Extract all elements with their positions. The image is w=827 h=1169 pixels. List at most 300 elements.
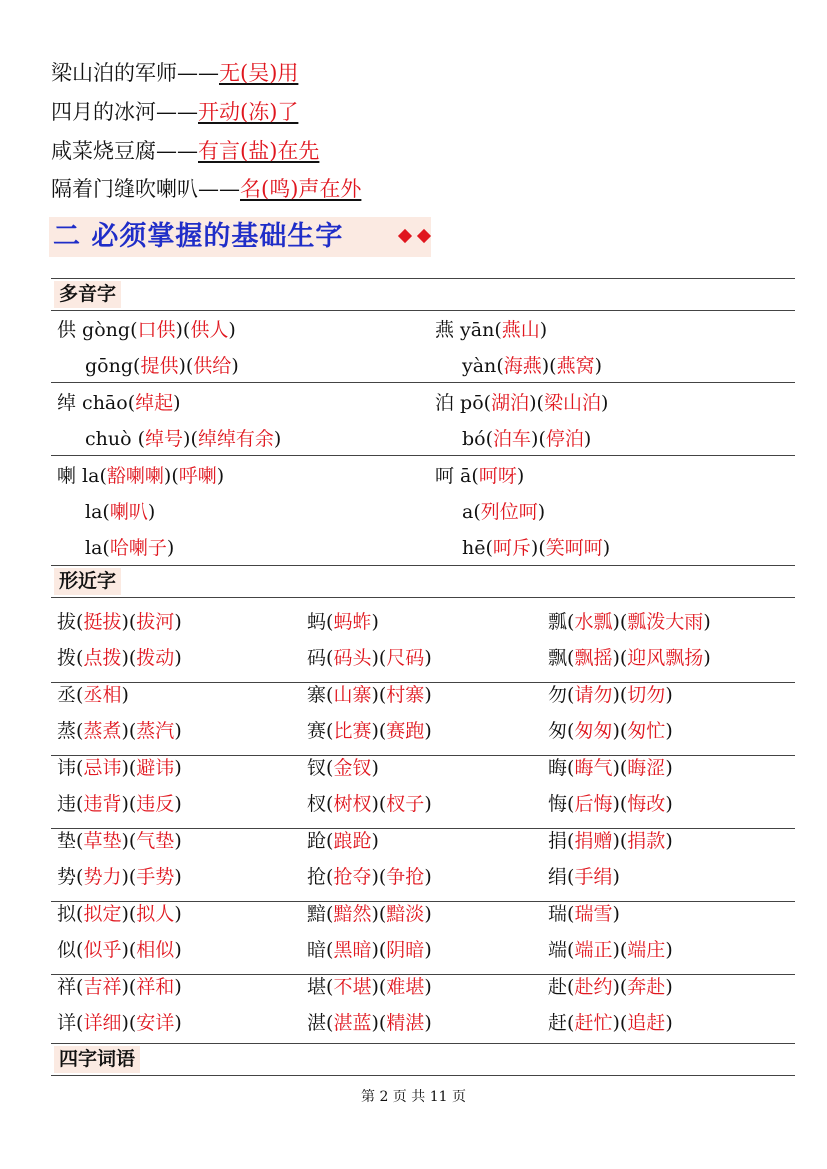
similar-char-entry (307, 902, 432, 926)
example-word: 喇叭 (109, 501, 148, 523)
example-word: 后悔 (574, 793, 613, 815)
example-word: 停泊 (545, 428, 584, 450)
similar-char: 违 (57, 793, 77, 815)
paren: ( (102, 501, 110, 523)
example-word: 蚂蚱 (333, 611, 372, 633)
similar-char: 湛 (307, 1012, 327, 1034)
similar-char-entry (57, 683, 129, 707)
paren: ) (583, 428, 592, 450)
paren: ( (128, 1012, 137, 1034)
paren: ) (612, 793, 620, 815)
example-word: 黯淡 (386, 903, 425, 925)
example-word: 端正 (574, 939, 613, 961)
paren: ( (619, 939, 628, 961)
example-word: 拔河 (136, 611, 175, 633)
similar-char-entry (307, 792, 432, 816)
paren: ( (76, 830, 84, 852)
paren: ( (182, 319, 191, 341)
example-word: 精湛 (386, 1012, 425, 1034)
similar-char: 赴 (548, 976, 568, 998)
paren: ) (174, 757, 182, 779)
paren: ( (76, 976, 84, 998)
paren: ( (128, 939, 137, 961)
paren: ) (121, 720, 129, 742)
similar-char-entry (57, 938, 182, 962)
paren: ( (567, 757, 575, 779)
example-word: 迎风飘扬 (627, 647, 704, 669)
pinyin: pō (454, 392, 484, 414)
riddle-answer: 有言(盐)在先 (198, 139, 320, 163)
paren: ) (665, 720, 673, 742)
similar-char: 蒸 (57, 720, 77, 742)
polyphone-char: 呵 (435, 465, 455, 487)
example-word: 供给 (193, 355, 232, 377)
similar-char: 堪 (307, 976, 327, 998)
example-word: 绰号 (145, 428, 184, 450)
paren: ) (371, 684, 379, 706)
paren: ( (496, 355, 504, 377)
example-word: 气垫 (136, 830, 175, 852)
similar-char: 祥 (57, 976, 77, 998)
paren: ) (178, 355, 186, 377)
example-word: 湛蓝 (333, 1012, 372, 1034)
riddle-question: 梁山泊的军师—— (51, 61, 219, 85)
paren: ) (175, 319, 183, 341)
pinyin: la (85, 537, 103, 559)
pinyin: la (76, 465, 100, 487)
pinyin: hē (462, 537, 486, 559)
similar-char-entry (548, 756, 673, 780)
paren: ) (665, 684, 673, 706)
similar-char-entry (57, 792, 182, 816)
paren: ( (326, 757, 334, 779)
polyphone-line (85, 536, 174, 560)
paren: ) (371, 976, 379, 998)
paren: ( (326, 684, 334, 706)
polyphone-char: 供 (57, 319, 77, 341)
example-word: 供人 (190, 319, 229, 341)
paren: ( (471, 465, 479, 487)
similar-char: 讳 (57, 757, 77, 779)
example-word: 飘摇 (574, 647, 613, 669)
example-word: 比赛 (333, 720, 372, 742)
example-word: 手绢 (574, 866, 613, 888)
paren: ) (174, 793, 182, 815)
paren: ( (494, 319, 502, 341)
section-label: 多音字 (54, 281, 121, 308)
example-word: 祥和 (136, 976, 175, 998)
similar-char-entry (57, 902, 182, 926)
paren: ( (128, 830, 137, 852)
polyphone-line (462, 427, 591, 451)
paren: ) (371, 939, 379, 961)
paren: ) (539, 319, 548, 341)
paren: ( (130, 319, 138, 341)
paren: ( (619, 684, 628, 706)
pinyin: chāo (76, 392, 128, 414)
paren: ( (76, 611, 84, 633)
paren: ) (121, 684, 129, 706)
paren: ) (371, 647, 379, 669)
paren: ( (76, 1012, 84, 1034)
paren: ( (137, 428, 146, 450)
paren: ) (612, 903, 620, 925)
paren: ) (121, 1012, 129, 1034)
similar-char-entry (548, 902, 620, 926)
polyphone-line (57, 391, 181, 415)
paren: ( (485, 537, 493, 559)
example-word: 哈喇子 (109, 537, 167, 559)
similar-char-entry (548, 865, 620, 889)
similar-char: 悔 (548, 793, 568, 815)
example-word: 笑呵呵 (545, 537, 603, 559)
paren: ) (371, 830, 379, 852)
paren: ( (76, 684, 84, 706)
similar-char-entry (307, 829, 379, 853)
example-word: 黑暗 (333, 939, 372, 961)
paren: ) (173, 392, 181, 414)
paren: ) (424, 866, 432, 888)
similar-char: 拨 (57, 647, 77, 669)
paren: ) (147, 501, 156, 523)
diamond-icon (398, 229, 412, 243)
paren: ) (602, 537, 611, 559)
paren: ) (424, 720, 432, 742)
riddle-question: 隔着门缝吹喇叭—— (51, 177, 240, 201)
polyphone-line (85, 354, 239, 378)
paren: ( (619, 647, 628, 669)
paren: ) (424, 684, 432, 706)
paren: ) (216, 465, 225, 487)
example-word: 拟人 (136, 903, 175, 925)
example-word: 燕山 (501, 319, 540, 341)
paren: ( (128, 647, 137, 669)
example-word: 详细 (83, 1012, 122, 1034)
similar-char: 瑞 (548, 903, 568, 925)
example-word: 请勿 (574, 684, 613, 706)
paren: ( (536, 392, 544, 414)
polyphone-char: 喇 (57, 465, 77, 487)
example-word: 赶忙 (574, 1012, 613, 1034)
polyphone-line (85, 427, 281, 451)
polyphone-line (85, 500, 155, 524)
paren: ( (619, 830, 628, 852)
riddle-answer: 无(吴)用 (219, 61, 299, 85)
paren: ( (128, 793, 137, 815)
example-word: 相似 (136, 939, 175, 961)
paren: ( (538, 428, 546, 450)
paren: ( (567, 939, 575, 961)
paren: ( (485, 428, 494, 450)
paren: ( (619, 757, 628, 779)
paren: ( (171, 465, 179, 487)
example-word: 拟定 (83, 903, 122, 925)
section-idioms (51, 1043, 795, 1076)
paren: ( (133, 355, 141, 377)
paren: ) (121, 611, 129, 633)
paren: ( (76, 903, 84, 925)
paren: ( (76, 793, 84, 815)
paren: ) (121, 830, 129, 852)
similar-char-entry (57, 756, 182, 780)
similar-char: 勿 (548, 684, 568, 706)
riddle-2 (51, 99, 298, 125)
paren: ) (516, 465, 525, 487)
polyphone-line (462, 536, 610, 560)
similar-char-entry (548, 938, 673, 962)
example-word: 码头 (333, 647, 372, 669)
paren: ( (326, 976, 334, 998)
paren: ) (665, 939, 673, 961)
pinyin: yān (454, 319, 495, 341)
similar-char-entry (57, 1011, 182, 1035)
paren: ) (121, 866, 129, 888)
paren: ( (76, 757, 84, 779)
paren: ) (612, 684, 620, 706)
paren: ( (549, 355, 557, 377)
paren: ( (326, 866, 334, 888)
pinyin: chuò (85, 428, 138, 450)
pinyin: yàn (462, 355, 497, 377)
paren: ) (174, 866, 182, 888)
example-word: 似乎 (83, 939, 122, 961)
paren: ) (529, 392, 537, 414)
pinyin: gòng (76, 319, 131, 341)
example-word: 瑞雪 (574, 903, 613, 925)
similar-char: 拟 (57, 903, 77, 925)
paren: ( (326, 793, 334, 815)
example-word: 难堪 (386, 976, 425, 998)
similar-char: 黯 (307, 903, 327, 925)
paren: ) (174, 830, 182, 852)
example-word: 切勿 (627, 684, 666, 706)
paren: ) (665, 1012, 673, 1034)
paren: ( (619, 793, 628, 815)
paren: ) (703, 647, 711, 669)
similar-char-entry (548, 792, 673, 816)
example-word: 追赶 (627, 1012, 666, 1034)
paren: ( (128, 720, 137, 742)
similar-char-entry (548, 829, 673, 853)
similar-char: 蚂 (307, 611, 327, 633)
similar-char: 丞 (57, 684, 77, 706)
paren: ) (665, 757, 673, 779)
example-word: 海燕 (503, 355, 542, 377)
paren: ( (326, 611, 334, 633)
paren: ( (185, 355, 194, 377)
page-footer: 第 2 页 共 11 页 (361, 1089, 466, 1105)
example-word: 挺拔 (83, 611, 122, 633)
similar-char-entry (307, 756, 379, 780)
paren: ( (128, 757, 137, 779)
row-divider (51, 455, 795, 456)
paren: ) (424, 939, 432, 961)
paren: ) (612, 939, 620, 961)
similar-char-entry (57, 646, 182, 670)
pinyin: a (462, 501, 474, 523)
paren: ( (378, 939, 387, 961)
paren: ) (424, 793, 432, 815)
example-word: 草垫 (83, 830, 122, 852)
riddle-answer: 名(鸣)声在外 (240, 177, 362, 201)
paren: ) (228, 319, 236, 341)
example-word: 避讳 (136, 757, 175, 779)
paren: ( (378, 793, 387, 815)
paren: ) (530, 537, 539, 559)
paren: ( (326, 939, 334, 961)
similar-char: 钗 (307, 757, 327, 779)
paren: ( (378, 684, 387, 706)
example-word: 阴暗 (386, 939, 425, 961)
polyphone-char: 燕 (435, 319, 455, 341)
example-word: 不堪 (333, 976, 372, 998)
paren: ( (378, 1012, 387, 1034)
paren: ( (76, 720, 84, 742)
polyphone-line (462, 354, 602, 378)
paren: ( (619, 1012, 628, 1034)
paren: ) (183, 428, 191, 450)
example-word: 抢夺 (333, 866, 372, 888)
paren: ) (174, 611, 182, 633)
example-word: 点拨 (83, 647, 122, 669)
similar-char-entry (307, 1011, 432, 1035)
example-word: 列位呵 (480, 501, 538, 523)
example-word: 杈子 (386, 793, 425, 815)
similar-char: 杈 (307, 793, 327, 815)
paren: ( (567, 1012, 575, 1034)
paren: ( (128, 903, 137, 925)
paren: ) (174, 1012, 182, 1034)
paren: ) (371, 611, 379, 633)
paren: ( (378, 647, 387, 669)
similar-char-entry (307, 610, 379, 634)
similar-char-entry (57, 829, 182, 853)
paren: ) (231, 355, 239, 377)
paren: ) (371, 903, 379, 925)
section-label: 四字词语 (54, 1046, 140, 1073)
example-word: 晦气 (574, 757, 613, 779)
similar-char-entry (307, 865, 432, 889)
similar-char: 跄 (307, 830, 327, 852)
riddle-1 (51, 60, 298, 86)
example-word: 燕窝 (556, 355, 595, 377)
paren: ( (567, 647, 575, 669)
example-word: 呵斥 (492, 537, 531, 559)
pinyin: la (85, 501, 103, 523)
polyphone-line (57, 318, 236, 342)
similar-char-entry (57, 719, 182, 743)
similar-char: 晦 (548, 757, 568, 779)
example-word: 晦涩 (627, 757, 666, 779)
paren: ) (371, 757, 379, 779)
example-word: 提供 (140, 355, 179, 377)
example-word: 口供 (137, 319, 176, 341)
example-word: 争抢 (386, 866, 425, 888)
paren: ( (538, 537, 546, 559)
paren: ) (371, 866, 379, 888)
paren: ( (567, 830, 575, 852)
example-word: 奔赴 (627, 976, 666, 998)
similar-char: 势 (57, 866, 77, 888)
riddle-4 (51, 176, 361, 202)
paren: ( (128, 866, 137, 888)
similar-char-entry (307, 975, 432, 999)
paren: ) (174, 647, 182, 669)
paren: ) (600, 392, 609, 414)
paren: ) (166, 537, 175, 559)
paren: ) (612, 611, 620, 633)
paren: ) (174, 939, 182, 961)
similar-char: 匆 (548, 720, 568, 742)
riddle-3 (51, 138, 319, 164)
paren: ( (619, 976, 628, 998)
paren: ( (326, 647, 334, 669)
example-word: 赴约 (574, 976, 613, 998)
paren: ) (703, 611, 711, 633)
paren: ) (537, 501, 546, 523)
similar-char-entry (548, 975, 673, 999)
similar-char: 端 (548, 939, 568, 961)
paren: ( (326, 903, 334, 925)
paren: ( (473, 501, 481, 523)
similar-char-entry (548, 610, 711, 634)
example-word: 吉祥 (83, 976, 122, 998)
paren: ) (531, 428, 539, 450)
example-word: 黯然 (333, 903, 372, 925)
pinyin: ā (454, 465, 472, 487)
paren: ( (190, 428, 198, 450)
paren: ) (612, 647, 620, 669)
similar-char: 码 (307, 647, 327, 669)
paren: ( (99, 465, 107, 487)
paren: ( (102, 537, 110, 559)
example-word: 金钗 (333, 757, 372, 779)
paren: ) (121, 939, 129, 961)
paren: ( (378, 866, 387, 888)
section-label: 形近字 (54, 568, 121, 595)
example-word: 手势 (136, 866, 175, 888)
example-word: 蒸汽 (136, 720, 175, 742)
paren: ( (567, 611, 575, 633)
example-word: 尺码 (386, 647, 425, 669)
polyphone-line (57, 464, 224, 488)
example-word: 山寨 (333, 684, 372, 706)
example-word: 呵呀 (478, 465, 517, 487)
polyphone-line (435, 318, 547, 342)
section-heading (49, 217, 431, 257)
paren: ( (567, 903, 575, 925)
paren: ( (378, 903, 387, 925)
paren: ) (121, 976, 129, 998)
paren: ( (128, 611, 137, 633)
paren: ) (121, 647, 129, 669)
similar-char-entry (548, 719, 673, 743)
example-word: 忌讳 (83, 757, 122, 779)
pinyin: gōng (85, 355, 134, 377)
paren: ) (174, 903, 182, 925)
similar-char: 拔 (57, 611, 77, 633)
similar-char: 赶 (548, 1012, 568, 1034)
similar-char-entry (307, 646, 432, 670)
similar-char: 垫 (57, 830, 77, 852)
similar-char-entry (548, 683, 673, 707)
example-word: 捐赠 (574, 830, 613, 852)
paren: ( (326, 720, 334, 742)
riddle-question: 咸菜烧豆腐—— (51, 139, 198, 163)
example-word: 泊车 (493, 428, 532, 450)
paren: ) (174, 976, 182, 998)
example-word: 拨动 (136, 647, 175, 669)
